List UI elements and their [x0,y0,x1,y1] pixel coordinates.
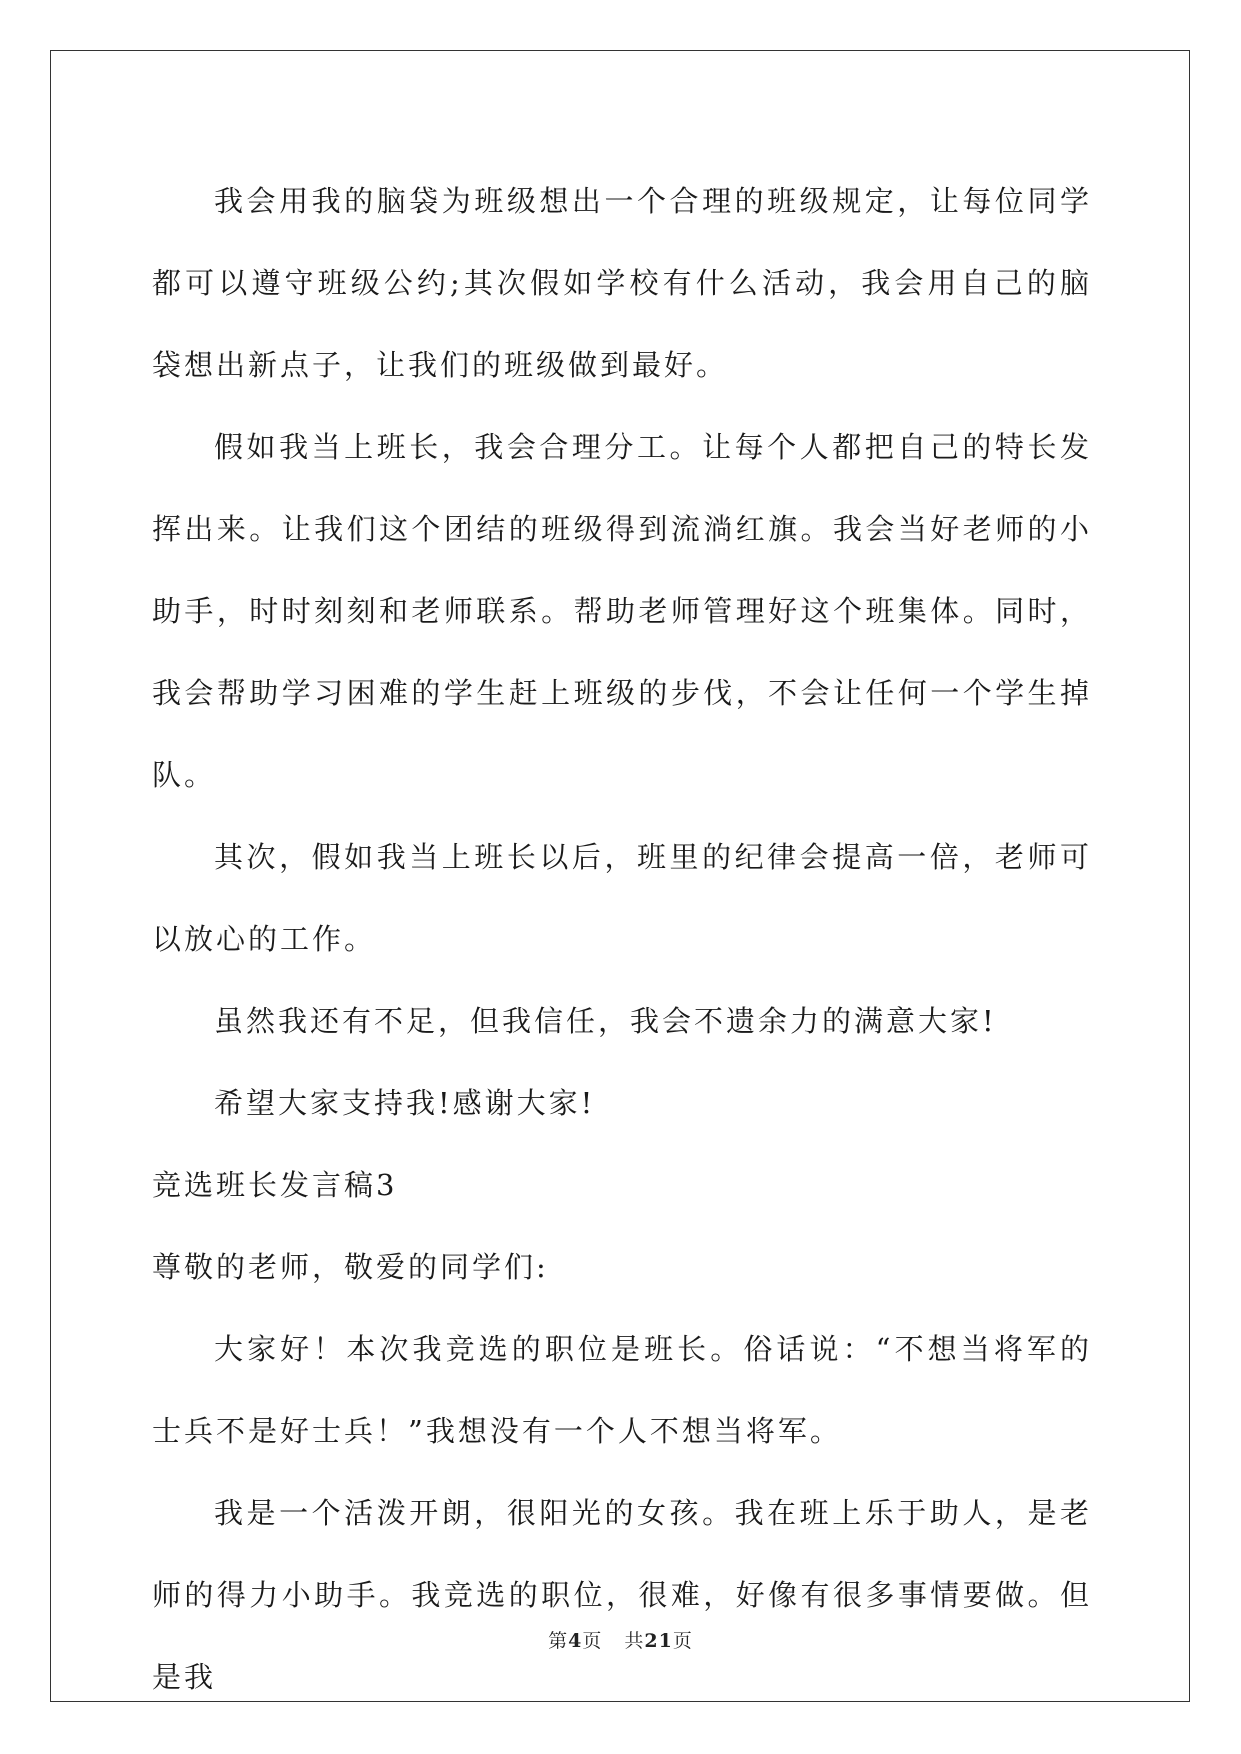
document-body [152,160,1092,1718]
section-heading: 竞选班长发言稿3 [152,1168,398,1202]
paragraph-4: 虽然我还有不足，但我信任，我会不遗余力的满意大家! [214,1004,997,1038]
page-number: 4 [568,1630,583,1652]
paragraph-5: 希望大家支持我!感谢大家! [214,1086,596,1120]
paragraph-2: 假如我当上班长，我会合理分工。让每个人都把自己的特长发挥出来。让我们这个团结的班级得到流淌红旗。我会当好老师的小助手，时时刻刻和老师联系。帮助老师管理好这个班集体。同时，我会帮助学习困难的学生赶上班级的步伐，不会让任何一个学生掉队。 [152,430,1092,792]
page-suffix: 页 [582,1630,603,1652]
paragraph-1: 我会用我的脑袋为班级想出一个合理的班级规定，让每位同学都可以遵守班级公约;其次假如学校有什么活动，我会用自己的脑袋想出新点子，让我们的班级做到最好。 [152,184,1092,382]
page-footer [0,1626,1241,1653]
total-prefix: 共 [624,1630,645,1652]
salutation: 尊敬的老师，敬爱的同学们: [152,1250,549,1284]
total-suffix: 页 [672,1630,693,1652]
page-prefix: 第 [548,1630,569,1652]
paragraph-7: 我是一个活泼开朗，很阳光的女孩。我在班上乐于助人，是老师的得力小助手。我竞选的职位，很难，好像有很多事情要做。但是我 [152,1496,1092,1694]
total-pages: 21 [644,1630,673,1652]
paragraph-6: 大家好！本次我竞选的职位是班长。俗话说：“不想当将军的士兵不是好士兵！”我想没有一个人不想当将军。 [152,1332,1092,1448]
paragraph-3: 其次，假如我当上班长以后，班里的纪律会提高一倍，老师可以放心的工作。 [152,840,1092,956]
